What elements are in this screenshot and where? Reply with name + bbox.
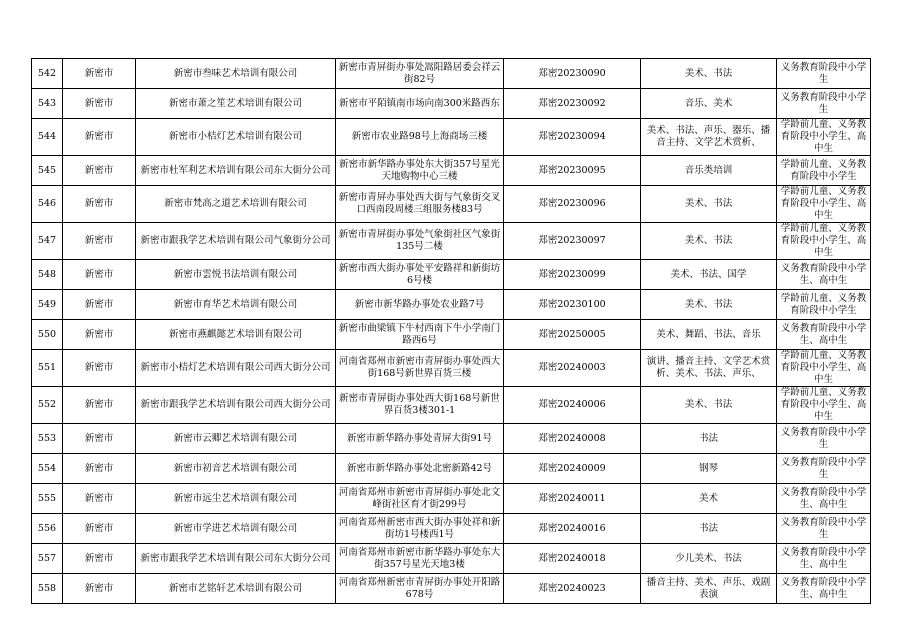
table-row	[32, 320, 871, 350]
row-number-cell: 555	[32, 484, 63, 514]
target-students-cell: 学龄前儿童、义务教育阶段中小学生、高中生	[777, 223, 871, 260]
address-cell: 新密市青屏街办事处西大街168号新世界百货3楼301-1	[336, 387, 504, 424]
city-cell: 新密市	[63, 424, 136, 454]
subjects-cell: 美术	[641, 484, 777, 514]
target-students-cell: 学龄前儿童、义务教育阶段中小学生	[777, 290, 871, 320]
target-students-cell: 义务教育阶段中小学生、高中生	[777, 484, 871, 514]
row-number-cell: 542	[32, 59, 63, 89]
target-students-cell: 学龄前儿童、义务教育阶段中小学生、高中生	[777, 387, 871, 424]
row-number-cell: 545	[32, 156, 63, 186]
subjects-cell: 书法	[641, 424, 777, 454]
target-students-cell: 义务教育阶段中小学生	[777, 454, 871, 484]
address-cell: 河南省郑州市新密市新华路办事处东大街357号星光天地3楼	[336, 544, 504, 574]
target-students-cell: 义务教育阶段中小学生、高中生	[777, 260, 871, 290]
subjects-cell: 美术、书法、国学	[641, 260, 777, 290]
row-number-cell: 547	[32, 223, 63, 260]
license-number-cell: 郑密20230094	[504, 119, 641, 156]
target-students-cell: 义务教育阶段中小学生、高中生	[777, 320, 871, 350]
target-students-cell: 学龄前儿童、义务教育阶段中小学生、高中生	[777, 350, 871, 387]
table-row	[32, 156, 871, 186]
city-cell: 新密市	[63, 59, 136, 89]
address-cell: 新密市曲梁镇下牛村西南下牛小学南门路西6号	[336, 320, 504, 350]
city-cell: 新密市	[63, 290, 136, 320]
row-number-cell: 552	[32, 387, 63, 424]
city-cell: 新密市	[63, 350, 136, 387]
institution-name-cell: 新密市艺铭轩艺术培训有限公司	[136, 574, 336, 604]
license-number-cell: 郑密20230092	[504, 89, 641, 119]
row-number-cell: 548	[32, 260, 63, 290]
license-number-cell: 郑密20240006	[504, 387, 641, 424]
table-row	[32, 484, 871, 514]
institution-name-cell: 新密市育华艺术培训有限公司	[136, 290, 336, 320]
table-row	[32, 544, 871, 574]
row-number-cell: 543	[32, 89, 63, 119]
address-cell: 新密市西大街办事处平安路祥和新街坊6号楼	[336, 260, 504, 290]
license-number-cell: 郑密20250005	[504, 320, 641, 350]
institution-name-cell: 新密市雲悦书法培训有限公司	[136, 260, 336, 290]
city-cell: 新密市	[63, 387, 136, 424]
address-cell: 新密市平陌镇南市场向南300米路西东	[336, 89, 504, 119]
subjects-cell: 音乐类培训	[641, 156, 777, 186]
subjects-cell: 美术、书法	[641, 223, 777, 260]
target-students-cell: 学龄前儿童、义务教育阶段中小学生	[777, 156, 871, 186]
institution-name-cell: 新密市跟我学艺术培训有限公司西大街分公司	[136, 387, 336, 424]
institution-table	[31, 58, 871, 604]
target-students-cell: 学龄前儿童、义务教育阶段中小学生、高中生	[777, 186, 871, 223]
table-row	[32, 290, 871, 320]
row-number-cell: 556	[32, 514, 63, 544]
institution-name-cell: 新密市萧之笙艺术培训有限公司	[136, 89, 336, 119]
row-number-cell: 551	[32, 350, 63, 387]
row-number-cell: 558	[32, 574, 63, 604]
license-number-cell: 郑密20230090	[504, 59, 641, 89]
row-number-cell: 550	[32, 320, 63, 350]
row-number-cell: 546	[32, 186, 63, 223]
row-number-cell: 557	[32, 544, 63, 574]
target-students-cell: 义务教育阶段中小学生	[777, 514, 871, 544]
city-cell: 新密市	[63, 119, 136, 156]
license-number-cell: 郑密20230097	[504, 223, 641, 260]
target-students-cell: 义务教育阶段中小学生、高中生	[777, 544, 871, 574]
table-row	[32, 387, 871, 424]
address-cell: 新密市新华路办事处北密新路42号	[336, 454, 504, 484]
city-cell: 新密市	[63, 454, 136, 484]
subjects-cell: 美术、书法	[641, 186, 777, 223]
table-row	[32, 59, 871, 89]
target-students-cell: 义务教育阶段中小学生	[777, 59, 871, 89]
table-row	[32, 119, 871, 156]
city-cell: 新密市	[63, 574, 136, 604]
license-number-cell: 郑密20240018	[504, 544, 641, 574]
address-cell: 河南省郑州市新密市青屏街办事处西大街168号新世界百货三楼	[336, 350, 504, 387]
institution-name-cell: 新密市杜军利艺术培训有限公司东大街分公司	[136, 156, 336, 186]
table-row	[32, 454, 871, 484]
address-cell: 新密市新华路办事处农业路7号	[336, 290, 504, 320]
institution-name-cell: 新密市跟我学艺术培训有限公司气象街分公司	[136, 223, 336, 260]
city-cell: 新密市	[63, 514, 136, 544]
subjects-cell: 美术、书法	[641, 290, 777, 320]
subjects-cell: 少儿美术、书法	[641, 544, 777, 574]
target-students-cell: 学龄前儿童、义务教育阶段中小学生、高中生	[777, 119, 871, 156]
institution-name-cell: 新密市初音艺术培训有限公司	[136, 454, 336, 484]
license-number-cell: 郑密20240009	[504, 454, 641, 484]
table-body	[32, 59, 871, 604]
address-cell: 新密市新华路办事处青屏大街91号	[336, 424, 504, 454]
table-row	[32, 424, 871, 454]
license-number-cell: 郑密20230095	[504, 156, 641, 186]
address-cell: 新密市青屏街办事处气象街社区气象街135号二楼	[336, 223, 504, 260]
subjects-cell: 播音主持、美术、声乐、戏剧表演	[641, 574, 777, 604]
table-row	[32, 260, 871, 290]
city-cell: 新密市	[63, 544, 136, 574]
institution-name-cell: 新密市云卿艺术培训有限公司	[136, 424, 336, 454]
license-number-cell: 郑密20230100	[504, 290, 641, 320]
table-row	[32, 186, 871, 223]
city-cell: 新密市	[63, 484, 136, 514]
institution-name-cell: 新密市小桔灯艺术培训有限公司西大街分公司	[136, 350, 336, 387]
address-cell: 新密市农业路98号上海商场三楼	[336, 119, 504, 156]
city-cell: 新密市	[63, 223, 136, 260]
license-number-cell: 郑密20230099	[504, 260, 641, 290]
address-cell: 河南省郑州市新密市青屏街办事处北文峰街社区育才街299号	[336, 484, 504, 514]
subjects-cell: 美术、舞蹈、书法、音乐	[641, 320, 777, 350]
address-cell: 河南省郑州新密市西大街办事处祥和新街坊1号楼西1号	[336, 514, 504, 544]
target-students-cell: 义务教育阶段中小学生	[777, 424, 871, 454]
row-number-cell: 553	[32, 424, 63, 454]
row-number-cell: 549	[32, 290, 63, 320]
institution-name-cell: 新密市远尘艺术培训有限公司	[136, 484, 336, 514]
license-number-cell: 郑密20240011	[504, 484, 641, 514]
table-row	[32, 350, 871, 387]
target-students-cell: 义务教育阶段中小学生、高中生	[777, 574, 871, 604]
address-cell: 新密市青屏办事处西大街与气象街交叉口西南段周楼三组服务楼83号	[336, 186, 504, 223]
subjects-cell: 美术、书法	[641, 59, 777, 89]
table-row	[32, 574, 871, 604]
address-cell: 河南省郑州新密市青屏街办事处开阳路678号	[336, 574, 504, 604]
institution-name-cell: 新密市燕麒懿艺术培训有限公司	[136, 320, 336, 350]
table-row	[32, 89, 871, 119]
city-cell: 新密市	[63, 186, 136, 223]
subjects-cell: 美术、书法	[641, 387, 777, 424]
subjects-cell: 音乐、美术	[641, 89, 777, 119]
table-row	[32, 514, 871, 544]
license-number-cell: 郑密20240008	[504, 424, 641, 454]
city-cell: 新密市	[63, 89, 136, 119]
address-cell: 新密市新华路办事处东大街357号星光天地购物中心三楼	[336, 156, 504, 186]
institution-name-cell: 新密市梵高之道艺术培训有限公司	[136, 186, 336, 223]
target-students-cell: 义务教育阶段中小学生	[777, 89, 871, 119]
license-number-cell: 郑密20240016	[504, 514, 641, 544]
institution-name-cell: 新密市叁味艺术培训有限公司	[136, 59, 336, 89]
institution-name-cell: 新密市小桔灯艺术培训有限公司	[136, 119, 336, 156]
institution-name-cell: 新密市学进艺术培训有限公司	[136, 514, 336, 544]
subjects-cell: 演讲、播音主持、文学艺术赏析、美术、书法、声乐、	[641, 350, 777, 387]
license-number-cell: 郑密20230096	[504, 186, 641, 223]
subjects-cell: 书法	[641, 514, 777, 544]
row-number-cell: 544	[32, 119, 63, 156]
subjects-cell: 美术、书法、声乐、器乐、播音主持、文学艺术赏析、	[641, 119, 777, 156]
license-number-cell: 郑密20240003	[504, 350, 641, 387]
row-number-cell: 554	[32, 454, 63, 484]
city-cell: 新密市	[63, 260, 136, 290]
address-cell: 新密市青屏街办事处嵩阳路居委会祥云街82号	[336, 59, 504, 89]
subjects-cell: 钢琴	[641, 454, 777, 484]
city-cell: 新密市	[63, 156, 136, 186]
city-cell: 新密市	[63, 320, 136, 350]
table-row	[32, 223, 871, 260]
license-number-cell: 郑密20240023	[504, 574, 641, 604]
institution-name-cell: 新密市跟我学艺术培训有限公司东大街分公司	[136, 544, 336, 574]
